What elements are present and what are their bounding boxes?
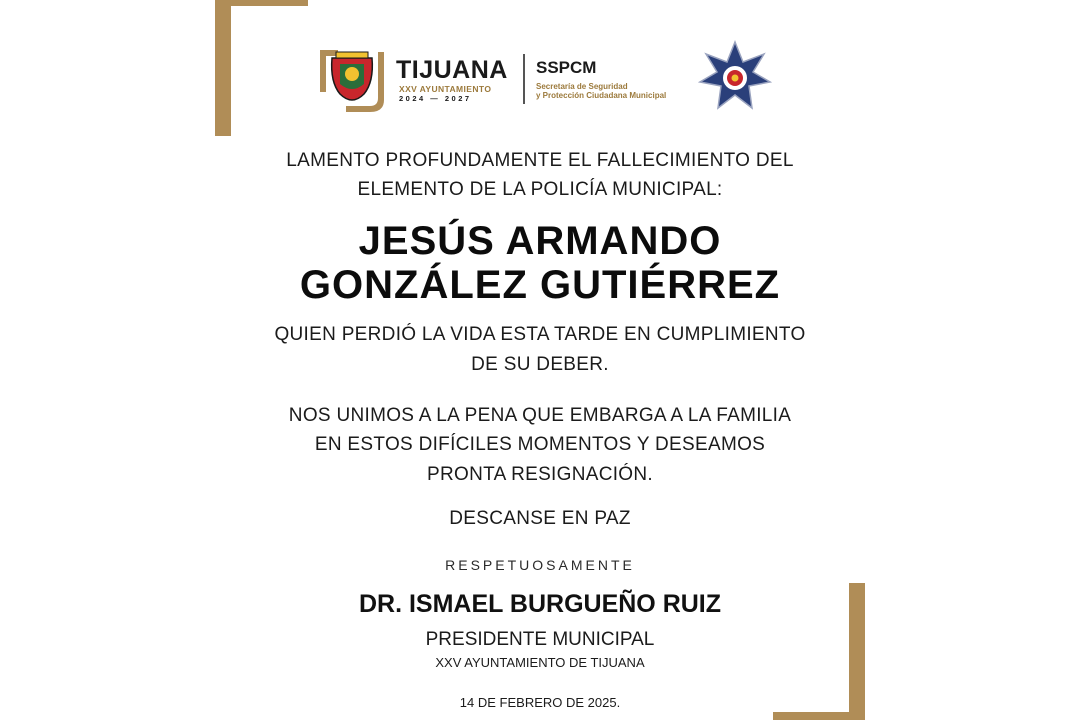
- deceased-name-line-2: GONZÁLEZ GUTIÉRREZ: [299, 263, 781, 307]
- signatory-name: DR. ISMAEL BURGUEÑO RUIZ: [358, 590, 722, 618]
- closing-respetuosamente: RESPETUOSAMENTE: [445, 557, 635, 573]
- term-years: 2024 — 2027: [399, 94, 472, 103]
- circumstance-line-2: DE SU DEBER.: [471, 354, 609, 375]
- condolence-line-3: PRONTA RESIGNACIÓN.: [427, 464, 653, 485]
- header-logos: [316, 40, 776, 120]
- condolence-line-2: EN ESTOS DIFÍCILES MOMENTOS Y DESEAMOS: [314, 434, 766, 455]
- deceased-name-line-1: JESÚS ARMANDO: [358, 219, 722, 263]
- city-crest-icon: [316, 42, 392, 116]
- intro-line-1: LAMENTO PROFUNDAMENTE EL FALLECIMIENTO DEL: [286, 150, 794, 171]
- signatory-title: PRESIDENTE MUNICIPAL: [425, 629, 655, 650]
- document-date: 14 DE FEBRERO DE 2025.: [459, 695, 621, 710]
- corner-frame-top-left-bar: [215, 0, 308, 6]
- circumstance-line-1: QUIEN PERDIÓ LA VIDA ESTA TARDE EN CUMPLIMIENTO: [274, 324, 806, 345]
- agency-name-line1: Secretaría de Seguridad: [536, 82, 628, 91]
- agency-acronym: SSPCM: [536, 58, 597, 77]
- condolence-line-1: NOS UNIMOS A LA PENA QUE EMBARGA A LA FAMILIA: [288, 405, 792, 426]
- ayuntamiento-label: XXV AYUNTAMIENTO: [399, 84, 492, 94]
- header-divider: [523, 54, 525, 104]
- agency-name-line2: y Protección Ciudadana Municipal: [536, 91, 667, 100]
- signatory-org: XXV AYUNTAMIENTO DE TIJUANA: [435, 655, 645, 670]
- rest-in-peace: DESCANSE EN PAZ: [449, 508, 631, 529]
- city-name: TIJUANA: [396, 56, 508, 84]
- corner-frame-top-left: [215, 0, 231, 136]
- police-star-badge-icon: [698, 40, 772, 114]
- intro-line-2: ELEMENTO DE LA POLICÍA MUNICIPAL:: [357, 179, 723, 200]
- corner-frame-bottom-right-bar: [773, 712, 865, 720]
